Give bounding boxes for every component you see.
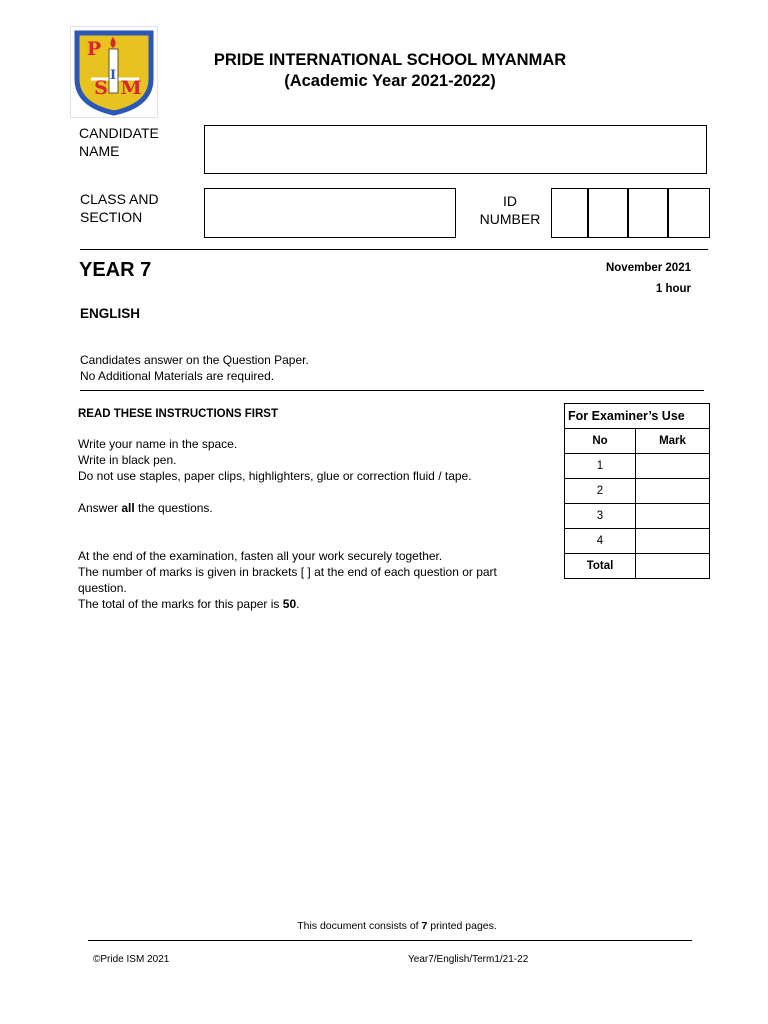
examiner-table-title: For Examiner’s Use [565,404,710,429]
mark-cell[interactable] [636,504,710,529]
question-number: 3 [565,504,636,529]
column-header-mark: Mark [636,429,710,454]
id-digit-box[interactable] [551,188,589,238]
mark-cell[interactable] [636,454,710,479]
mark-cell[interactable] [636,479,710,504]
total-marks-line: The total of the marks for this paper is 50. [78,597,300,611]
examiner-use-table [564,403,710,579]
class-section-label: CLASS AND SECTION [80,191,159,225]
id-digit-box[interactable] [587,188,629,238]
exam-date: November 2021 [605,262,691,274]
id-digit-box[interactable] [627,188,669,238]
copyright: ©Pride ISM 2021 [93,954,170,965]
shield-logo-icon [71,27,157,117]
logo-letter-s: S [94,77,108,99]
logo-letter-m: M [120,77,142,99]
question-number: 4 [565,529,636,554]
instructions-heading: READ THESE INSTRUCTIONS FIRST [78,408,278,420]
column-header-no: No [565,429,636,454]
mark-cell[interactable] [636,529,710,554]
logo-letter-i: I [109,68,117,83]
question-number: 1 [565,454,636,479]
total-mark-cell[interactable] [636,554,710,579]
instructions-body: Write your name in the space. Write in black pen. Do not use staples, paper clips, highlighters, glue or correction fluid / tape. Answer all the questions. At the end of the examination, fasten all your work securely together. The number of marks is given in brackets [ ] at the end of each question or part question. The total of the marks for this paper is 50. [78,436,548,612]
academic-year: (Academic Year 2021-2022) [284,72,496,90]
footer-divider [88,940,692,941]
exam-duration: 1 hour [655,283,691,295]
total-label: Total [565,554,636,579]
question-number: 2 [565,479,636,504]
candidate-name-label: CANDIDATE NAME [79,125,159,159]
divider [80,249,708,250]
subject: ENGLISH [80,306,141,321]
id-number-label: ID NUMBER [479,193,541,227]
divider [80,390,704,391]
answer-all-line: Answer all the questions. [78,501,213,515]
logo-letter-p: P [86,38,102,60]
id-digit-box[interactable] [667,188,710,238]
page-count-note: This document consists of 7 printed pages. [297,920,497,932]
document-code: Year7/English/Term1/21-22 [408,954,529,965]
class-section-field[interactable] [204,188,456,238]
year-level: YEAR 7 [79,259,152,281]
school-logo [70,26,158,118]
school-heading [170,50,610,92]
school-name: PRIDE INTERNATIONAL SCHOOL MYANMAR [213,51,567,69]
materials-note: Candidates answer on the Question Paper. No Additional Materials are required. [80,353,309,383]
candidate-name-field[interactable] [204,125,707,174]
